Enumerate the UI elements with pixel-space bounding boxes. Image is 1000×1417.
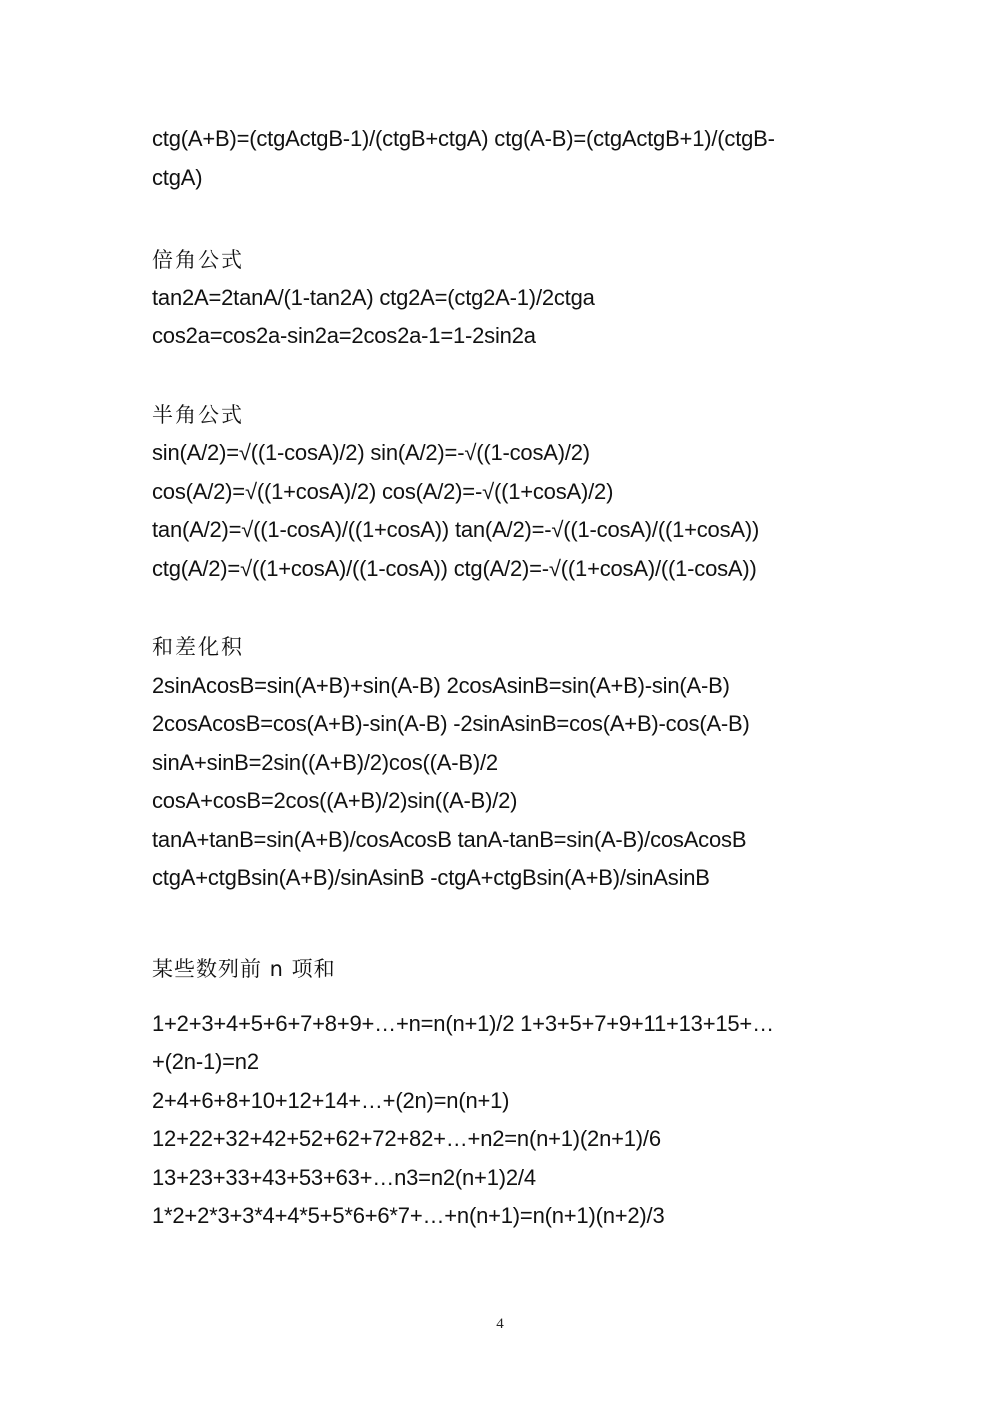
section-heading-half-angle: 半角公式 bbox=[152, 403, 244, 427]
formula-line: tan(A/2)=√((1-cosA)/((1+cosA)) tan(A/2)=-√((1-cosA)/((1+cosA)) bbox=[152, 517, 760, 542]
formula-line: tan2A=2tanA/(1-tan2A) ctg2A=(ctg2A-1)/2ctga bbox=[152, 285, 595, 310]
formula-line: ctg(A/2)=√((1+cosA)/((1-cosA)) ctg(A/2)=-√((1+cosA)/((1-cosA)) bbox=[152, 556, 757, 581]
formula-line: cosA+cosB=2cos((A+B)/2)sin((A-B)/2) bbox=[152, 788, 518, 813]
section-heading-series-sums: 某些数列前 n 项和 bbox=[152, 957, 336, 981]
section-heading-double-angle: 倍角公式 bbox=[152, 248, 244, 272]
formula-line: tanA+tanB=sin(A+B)/cosAcosB tanA-tanB=sin(A-B)/cosAcosB bbox=[152, 827, 747, 852]
formula-line: 12+22+32+42+52+62+72+82+…+n2=n(n+1)(2n+1)/6 bbox=[152, 1126, 661, 1151]
formula-line: cos2a=cos2a-sin2a=2cos2a-1=1-2sin2a bbox=[152, 323, 536, 348]
formula-line: +(2n-1)=n2 bbox=[152, 1049, 259, 1074]
formula-line: ctgA+ctgBsin(A+B)/sinAsinB -ctgA+ctgBsin(A+B)/sinAsinB bbox=[152, 865, 710, 890]
formula-line: ctg(A+B)=(ctgActgB-1)/(ctgB+ctgA) ctg(A-B)=(ctgActgB+1)/(ctgB- bbox=[152, 126, 775, 151]
formula-line: 2cosAcosB=cos(A+B)-sin(A-B) -2sinAsinB=cos(A+B)-cos(A-B) bbox=[152, 711, 750, 736]
formula-line: ctgA) bbox=[152, 165, 203, 190]
formula-line: 2sinAcosB=sin(A+B)+sin(A-B) 2cosAsinB=sin(A+B)-sin(A-B) bbox=[152, 673, 730, 698]
page-number: 4 bbox=[496, 1316, 504, 1332]
section-heading-sum-to-product: 和差化积 bbox=[152, 635, 244, 659]
formula-line: 1+2+3+4+5+6+7+8+9+…+n=n(n+1)/2 1+3+5+7+9+11+13+15+… bbox=[152, 1011, 774, 1036]
formula-line: sinA+sinB=2sin((A+B)/2)cos((A-B)/2 bbox=[152, 750, 498, 775]
formula-line: cos(A/2)=√((1+cosA)/2) cos(A/2)=-√((1+cosA)/2) bbox=[152, 479, 614, 504]
formula-line: 2+4+6+8+10+12+14+…+(2n)=n(n+1) bbox=[152, 1088, 510, 1113]
formula-line: 1*2+2*3+3*4+4*5+5*6+6*7+…+n(n+1)=n(n+1)(n+2)/3 bbox=[152, 1203, 665, 1228]
formula-line: 13+23+33+43+53+63+…n3=n2(n+1)2/4 bbox=[152, 1165, 536, 1190]
formula-line: sin(A/2)=√((1-cosA)/2) sin(A/2)=-√((1-cosA)/2) bbox=[152, 440, 590, 465]
